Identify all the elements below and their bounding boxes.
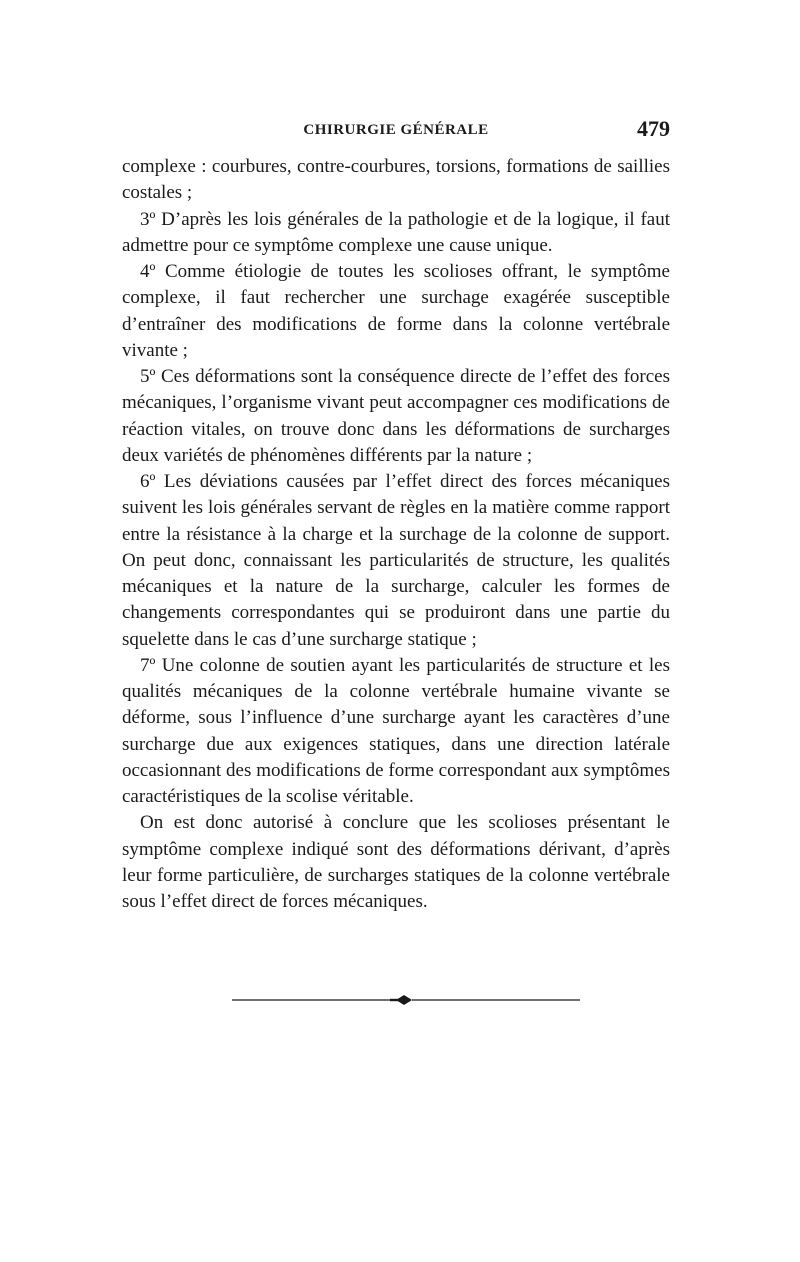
paragraph-point-6: 6º Les déviations causées par l’effet direct des forces mécaniques suivent les lois générales servant de règles en la matière comme rapport entre la résistance à la charge et la surchage de la colonne de support. On peut donc, connaissant les particularités de structure, les qualités mécaniques et la nature de la surcharge, calculer les formes de changements correspondantes qui se produiront dans une partie du squelette dans le cas d’une surcharge statique ;: [122, 471, 670, 650]
paragraph-point-5: 5º Ces déformations sont la conséquence directe de l’effet des forces mécaniques, l’organisme vivant peut accompagner ces modifications de réaction vitales, on trouve donc dans les déformations de surcharges deux variétés de phénomènes différents par la nature ;: [122, 366, 670, 466]
paragraph-conclusion: On est donc autorisé à conclure que les scolioses présentant le symptôme complexe indiqué sont des déformations dérivant, d’après leur forme particulière, de surcharges statiques de la colonne vertébrale sous l’effet direct de forces mécaniques.: [122, 812, 670, 912]
page-header: [122, 118, 670, 148]
paragraph-point-4: 4º Comme étiologie de toutes les scolioses offrant, le symptôme complexe, il faut rechercher une surchage exagérée susceptible d’entraîner des modifications de forme dans la colonne vertébrale vivante ;: [122, 261, 670, 361]
paragraph-point-3: 3º D’après les lois générales de la pathologie et de la logique, il faut admettre pour ce symptôme complexe une cause unique.: [122, 208, 670, 256]
paragraph-point-7: 7º Une colonne de soutien ayant les particularités de structure et les qualités mécaniques de la colonne vertébrale humaine vivante se déforme, sous l’influence d’une surcharge ayant les caractères d’une surcharge due aux exigences statiques, dans une direction latérale occasionnant des modifications de forme correspondant aux symptômes caractéristiques de la scolise véritable.: [122, 654, 670, 807]
body-text: [122, 154, 670, 915]
running-title: CHIRURGIE GÉNÉRALE: [303, 122, 489, 138]
paragraph-continuation: complexe : courbures, contre-courbures, torsions, formations de saillies costales ;: [122, 156, 670, 204]
end-ornament-divider: [232, 988, 580, 1012]
page-number: 479: [637, 116, 670, 141]
